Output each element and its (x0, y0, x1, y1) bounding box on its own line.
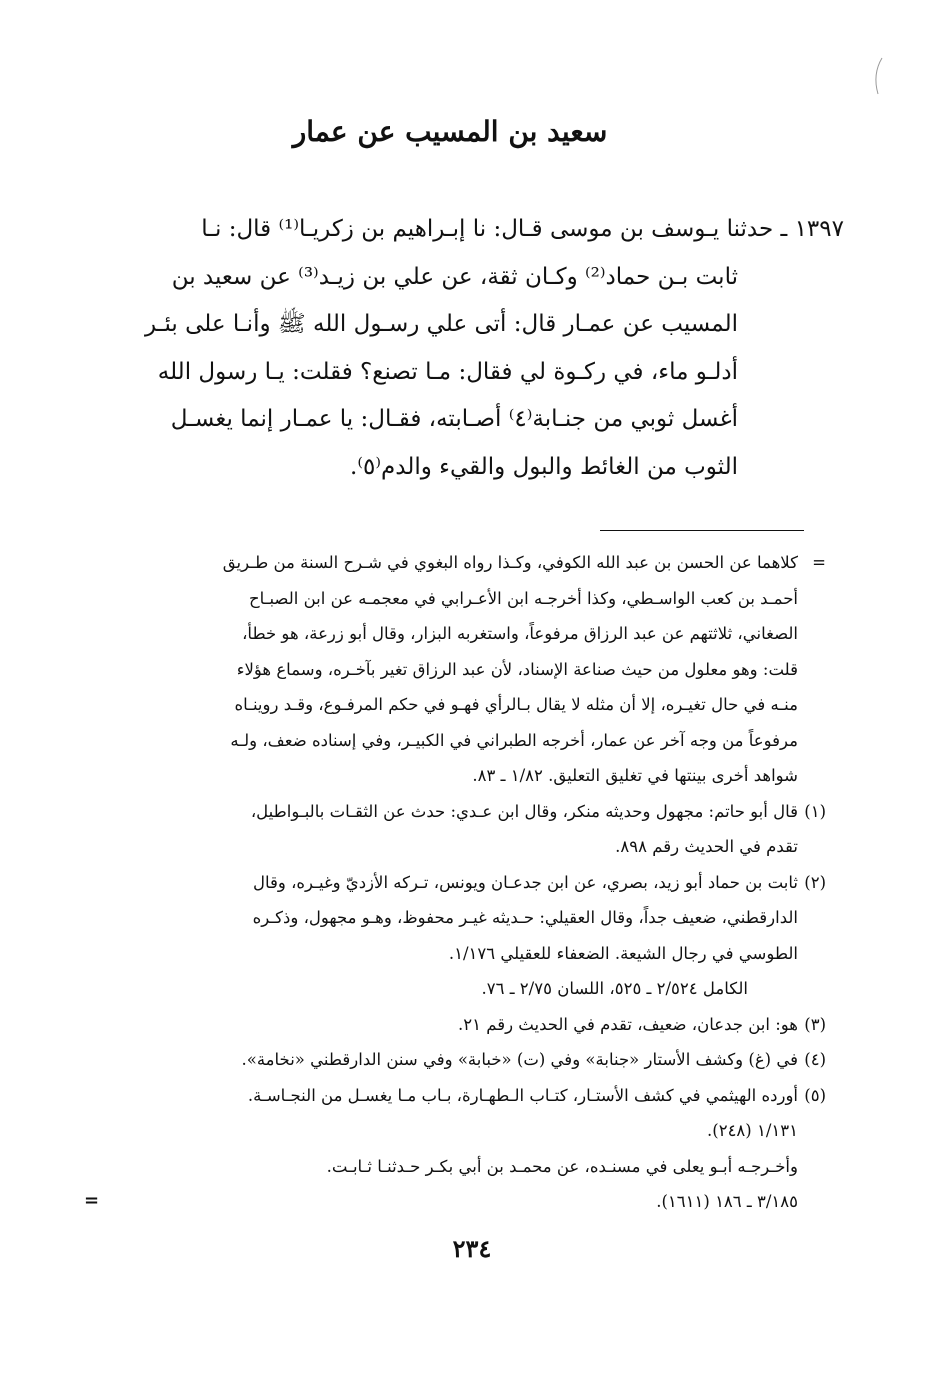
footnote-line: في (غ) وكشف الأستار «جنابة» وفي (ت) «خبابة» وفي سنن الدارقطني «نخامة». (241, 1050, 798, 1069)
footnote-line: ثابت بن حماد أبو زيد، بصري، عن ابن جدعـان ويونس، تـركه الأزديّ وغيـره، وقال (252, 872, 798, 892)
footnotes (116, 545, 826, 1220)
footnote-line: الصغاني، ثلاثتهم عن عبد الرزاق مرفوعاً، واستغربه البزار، وقال أبو زرعة، هو خطأ، (242, 624, 798, 643)
footnote-line: الطوسي في رجال الشيعة. الضعفاء للعقيلي ١/١٧٦. (448, 943, 798, 963)
footnote-line: أحمـد بن كعب الواسـطي، وكذا أخرجـه ابن الأعـرابي في معجمـه عن ابن الصبـاح (248, 588, 798, 608)
footnote-line: تقدم في الحديث رقم ٨٩٨. (615, 837, 798, 856)
footnote-line: منـه في حال تغيـره، إلا أن مثله لا يقال بـالرأي فهـو في حكم المرفـوع، وقـد روينـاه (234, 695, 798, 714)
continuation-marker: = (84, 1190, 100, 1211)
footnote-line: أورده الهيثمي في كشف الأستـار، كتـاب الـطهـارة، بـاب مـا يغسـل من النجـاسـة. (247, 1085, 798, 1105)
footnote-3 (116, 1007, 826, 1043)
footnote-marker: (١) (804, 801, 826, 821)
footnote-5 (116, 1078, 826, 1220)
hadith-line: أدلـو ماء، في ركـوة لي فقال: مـا تصنع؟ فقلت: يـا رسول الله (157, 358, 738, 385)
footnote-separator (600, 530, 804, 531)
footnote-marker: (٥) (804, 1085, 826, 1105)
hadith-line: أغسل ثوبي من جنـابة⁽٤⁾ أصـابته، فقـال: يا عمـار إنما يغسـل (170, 406, 738, 432)
hadith-line: المسيب عن عمـار قال: أتى علي رسـول الله ﷺ وأنـا على بئـر (145, 311, 738, 337)
page-number: ٢٣٤ (452, 1234, 492, 1263)
footnote-marker: (٤) (804, 1050, 826, 1069)
page-title: سعيد بن المسيب عن عمار (292, 115, 608, 148)
footnote-line: مرفوعاً من وجه آخر عن عمار، أخرجه الطبراني في الكبيـر، وفي إسناده ضعف، ولـه (230, 730, 798, 750)
footnote-line: ٣/١٨٥ ـ ١٨٦ (١٦١١). (656, 1192, 798, 1211)
footnote-marker: = (812, 553, 826, 572)
footnote-line: قال أبو حاتم: مجهول وحديثه منكر، وقال ابن عـدي: حدث عن الثقـات بالبـواطيل، (250, 801, 798, 821)
footnote-marker: (٣) (804, 1014, 826, 1034)
hadith-line: ثابت بـن حماد⁽²⁾ وكـان ثقة، عن علي بن زيـد⁽³⁾ عن سعيد بن (171, 263, 738, 290)
footnote-line: كلاهما عن الحسن بن عبد الله الكوفي، وكـذا رواه البغوي في شـرح السنة من طـريق (222, 553, 798, 572)
hadith-text (112, 206, 844, 491)
footnote-2 (116, 865, 826, 1007)
margin-mark (868, 56, 888, 96)
footnote-line: الكامل ٢/٥٢٤ ـ ٥٢٥، اللسان ٢/٧٥ ـ ٧٦. (481, 979, 748, 998)
footnote-1 (116, 794, 826, 865)
footnote-line: وأخـرجـه أبـو يعلى في مسنـده، عن محمـد بن أبي بكـر حـدثنـا ثـابـت. (326, 1156, 798, 1176)
footnote-line: الدارقطني، ضعيف جداً، وقال العقيلي: حـديثه غيـر محفوظ، وهـو مجهول، وذكـره (252, 908, 798, 927)
footnote-4 (116, 1042, 826, 1078)
hadith-line: الثوب من الغائط والبول والقيء والدم⁽٥⁾. (350, 453, 738, 480)
footnote-line: ١/١٣١ (٢٤٨). (707, 1121, 798, 1140)
footnote-continued (116, 545, 826, 794)
footnote-line: شواهد أخرى بينتها في تغليق التعليق. ١/٨٢ ـ ٨٣. (472, 766, 798, 785)
footnote-marker: (٢) (804, 872, 826, 892)
hadith-line: ١٣٩٧ ـ حدثنا يـوسف بن موسى قـال: نا إبـراهيم بن زكريـا⁽¹⁾ قال: نـا (201, 216, 844, 242)
footnote-line: قلت: وهو معلول من حيث صناعة الإسناد، لأن عبد الرزاق تغير بآخـره، وسماع هؤلاء (236, 659, 798, 679)
footnote-line: هو: ابن جدعان، ضعيف، تقدم في الحديث رقم ٢١. (457, 1014, 798, 1034)
